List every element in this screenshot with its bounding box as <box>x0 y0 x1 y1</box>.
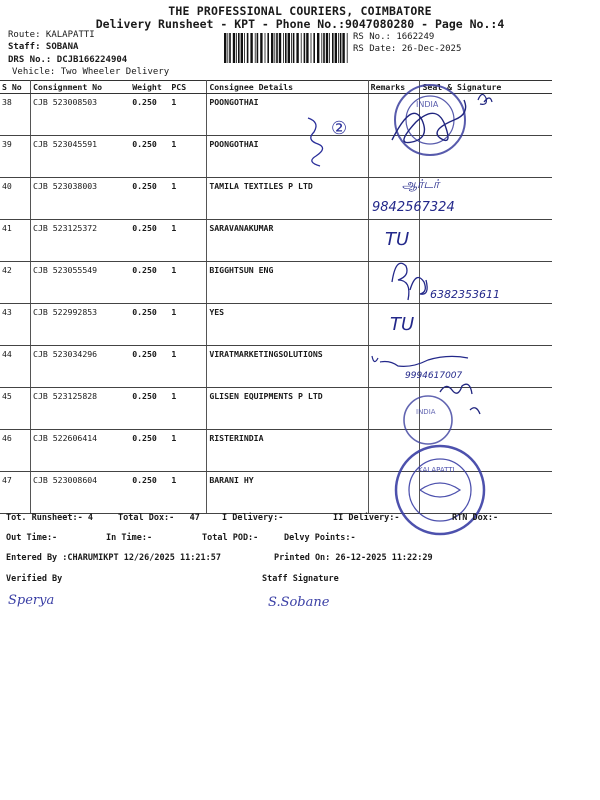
barcode-bar <box>276 33 278 63</box>
cell-consignee: BIGGHTSUN ENG <box>207 262 368 304</box>
barcode-bar <box>338 33 339 63</box>
cell-consignee: POONGOTHAI <box>207 94 368 136</box>
cell-signature <box>420 220 552 262</box>
cell-remarks <box>368 178 420 220</box>
cell-sno: 42 <box>0 262 31 304</box>
cell-consignee: SARAVANAKUMAR <box>207 220 368 262</box>
barcode-bar <box>332 33 334 63</box>
barcode-bar <box>250 33 252 63</box>
col-signature: Seal & Signature <box>420 81 552 94</box>
table-row <box>0 304 552 346</box>
cell-sno: 39 <box>0 136 31 178</box>
cell-pcs: 1 <box>169 304 206 346</box>
cell-consignment-no: CJB 523038003 <box>31 178 131 220</box>
cell-consignee: POONGOTHAI <box>207 136 368 178</box>
barcode-bar <box>301 33 302 63</box>
cell-consignment-no: CJB 522992853 <box>31 304 131 346</box>
drs-value: DCJB166224904 <box>56 55 128 65</box>
cell-consignment-no: CJB 523034296 <box>31 346 131 388</box>
barcode-bar <box>326 33 328 63</box>
vehicle-label: Vehicle: Two Wheeler Delivery <box>12 67 170 77</box>
delvy-points: Delvy Points:- <box>284 533 356 543</box>
note-row-44-phone: 9994617007 <box>405 371 463 381</box>
table-row <box>0 178 552 220</box>
cell-weight: 0.250 <box>130 346 169 388</box>
cell-consignment-no: CJB 523008503 <box>31 94 131 136</box>
remark-circled-two: ② <box>331 118 348 139</box>
cell-sno: 44 <box>0 346 31 388</box>
staff-label: Staff: SOBANA <box>8 42 79 52</box>
cell-sno: 40 <box>0 178 31 220</box>
cell-signature <box>420 430 552 472</box>
table-header-row <box>0 81 552 94</box>
cell-consignee: RISTERINDIA <box>207 430 368 472</box>
cell-weight: 0.250 <box>130 94 169 136</box>
cell-sno: 38 <box>0 94 31 136</box>
table-row <box>0 472 552 514</box>
barcode-bar <box>229 33 231 63</box>
route-label: Route: KALAPATTI <box>8 30 95 40</box>
barcode-bar <box>260 33 262 63</box>
rs-date: RS Date: 26-Dec-2025 <box>353 44 462 54</box>
cell-weight: 0.250 <box>130 472 169 514</box>
barcode-bar <box>236 33 237 63</box>
note-row-43: TU <box>390 314 415 335</box>
staff-signature-label: Staff Signature <box>262 574 339 584</box>
cell-weight: 0.250 <box>130 178 169 220</box>
runsheet-table <box>0 80 552 514</box>
cell-pcs: 1 <box>169 94 206 136</box>
col-sno: S No <box>0 81 31 94</box>
barcode-bar <box>283 33 284 63</box>
table-row <box>0 430 552 472</box>
total-pod: Total POD:- <box>202 533 259 543</box>
cell-remarks <box>368 346 420 388</box>
barcode-bar <box>304 33 306 63</box>
cell-signature <box>420 388 552 430</box>
table-row <box>0 220 552 262</box>
barcode-bar <box>323 33 325 63</box>
cell-pcs: 1 <box>169 472 206 514</box>
rs-number: RS No.: 1662249 <box>353 32 435 42</box>
cell-signature <box>420 178 552 220</box>
col-remarks: Remarks <box>368 81 420 94</box>
barcode-bar <box>342 33 344 63</box>
col-weight: Weight <box>130 81 169 94</box>
col-consignee: Consignee Details <box>207 81 368 94</box>
barcode-bar <box>347 33 348 63</box>
verified-by-label: Verified By <box>6 574 63 584</box>
barcode-bar <box>313 33 315 63</box>
barcode-bar <box>271 33 273 63</box>
barcode-bar <box>255 33 256 63</box>
cell-pcs: 1 <box>169 136 206 178</box>
col-consignment: Consignment No <box>31 81 131 94</box>
cell-consignee: TAMILA TEXTILES P LTD <box>207 178 368 220</box>
cell-weight: 0.250 <box>130 304 169 346</box>
cell-remarks <box>368 262 420 304</box>
barcode-bar <box>296 33 298 63</box>
barcode-bar <box>285 33 287 63</box>
table-row <box>0 136 552 178</box>
cell-consignment-no: CJB 523008604 <box>31 472 131 514</box>
barcode-bar <box>241 33 243 63</box>
table-row <box>0 388 552 430</box>
out-time: Out Time:- <box>6 533 58 543</box>
ii-delivery: II Delivery:- <box>333 513 400 523</box>
cell-sno: 41 <box>0 220 31 262</box>
barcode-bar <box>291 33 292 63</box>
in-time: In Time:- <box>106 533 153 543</box>
cell-weight: 0.250 <box>130 388 169 430</box>
barcode-bar <box>233 33 235 63</box>
barcode-bar <box>279 33 281 63</box>
cell-remarks <box>368 472 420 514</box>
cell-remarks <box>368 388 420 430</box>
table-row <box>0 94 552 136</box>
barcode-bar <box>224 33 226 63</box>
cell-signature <box>420 346 552 388</box>
barcode-bar <box>227 33 228 63</box>
entered-by: Entered By :CHARUMIKPT 12/26/2025 11:21:57 <box>6 553 221 563</box>
drs-number <box>8 55 127 65</box>
cell-pcs: 1 <box>169 178 206 220</box>
cell-sno: 46 <box>0 430 31 472</box>
barcode <box>224 33 350 63</box>
cell-remarks <box>368 430 420 472</box>
cell-remarks <box>368 220 420 262</box>
barcode-bar <box>244 33 245 63</box>
cell-consignment-no: CJB 523045591 <box>31 136 131 178</box>
verified-by-signature: Sperya <box>8 593 55 608</box>
runsheet-title: Delivery Runsheet - KPT - Phone No.:9047080280 - Page No.:4 <box>95 17 505 31</box>
cell-consignee: BARANI HY <box>207 472 368 514</box>
i-delivery: I Delivery:- <box>222 513 284 523</box>
cell-pcs: 1 <box>169 262 206 304</box>
cell-consignment-no: CJB 522606414 <box>31 430 131 472</box>
barcode-bar <box>274 33 275 63</box>
barcode-bar <box>247 33 249 63</box>
barcode-bar <box>321 33 322 63</box>
barcode-bar <box>238 33 240 63</box>
table-row <box>0 262 552 304</box>
barcode-bar <box>311 33 312 63</box>
tot-runsheet: Tot. Runsheet:- 4 <box>6 513 93 523</box>
cell-pcs: 1 <box>169 346 206 388</box>
note-row-41: TU <box>385 229 410 250</box>
rtn-dox: RTN Dox:- <box>452 513 499 523</box>
total-dox: Total Dox:- 47 <box>118 513 200 523</box>
barcode-bar <box>265 33 266 63</box>
cell-consignee: YES <box>207 304 368 346</box>
company-title: THE PROFESSIONAL COURIERS, COIMBATORE <box>168 4 432 18</box>
cell-remarks <box>368 304 420 346</box>
cell-sno: 43 <box>0 304 31 346</box>
cell-weight: 0.250 <box>130 220 169 262</box>
drs-label: DRS No.: <box>8 55 52 65</box>
cell-signature <box>420 304 552 346</box>
cell-signature <box>420 94 552 136</box>
note-row-42-phone: 6382353611 <box>430 288 500 301</box>
cell-signature <box>420 472 552 514</box>
cell-consignment-no: CJB 523125828 <box>31 388 131 430</box>
staff-signature-mark: S.Sobane <box>268 595 330 610</box>
cell-remarks <box>368 94 420 136</box>
note-row-40-phone: 9842567324 <box>372 200 455 215</box>
cell-pcs: 1 <box>169 388 206 430</box>
barcode-bar <box>340 33 342 63</box>
barcode-bar <box>335 33 337 63</box>
cell-pcs: 1 <box>169 220 206 262</box>
cell-signature <box>420 136 552 178</box>
col-pcs: PCS <box>169 81 206 94</box>
cell-sno: 47 <box>0 472 31 514</box>
cell-signature <box>420 262 552 304</box>
barcode-bar <box>293 33 295 63</box>
cell-consignee: GLISEN EQUIPMENTS P LTD <box>207 388 368 430</box>
barcode-bar <box>257 33 259 63</box>
cell-remarks <box>368 136 420 178</box>
cell-weight: 0.250 <box>130 430 169 472</box>
barcode-bar <box>329 33 330 63</box>
table-row <box>0 346 552 388</box>
printed-on: Printed On: 26-12-2025 11:22:29 <box>274 553 433 563</box>
cell-consignment-no: CJB 523055549 <box>31 262 131 304</box>
barcode-bar <box>267 33 269 63</box>
cell-pcs: 1 <box>169 430 206 472</box>
cell-consignment-no: CJB 523125372 <box>31 220 131 262</box>
cell-weight: 0.250 <box>130 136 169 178</box>
cell-consignee: VIRATMARKETINGSOLUTIONS <box>207 346 368 388</box>
cell-sno: 45 <box>0 388 31 430</box>
stamp-1-text: INDIA <box>416 100 439 109</box>
barcode-bar <box>288 33 290 63</box>
barcode-bar <box>317 33 319 63</box>
stamp-3-text: KALAPATTI <box>418 466 455 474</box>
barcode-bar <box>306 33 308 63</box>
cell-weight: 0.250 <box>130 262 169 304</box>
note-row-40-tamil: ஆர்டர் <box>402 177 440 191</box>
stamp-2-text: INDIA <box>416 408 436 416</box>
